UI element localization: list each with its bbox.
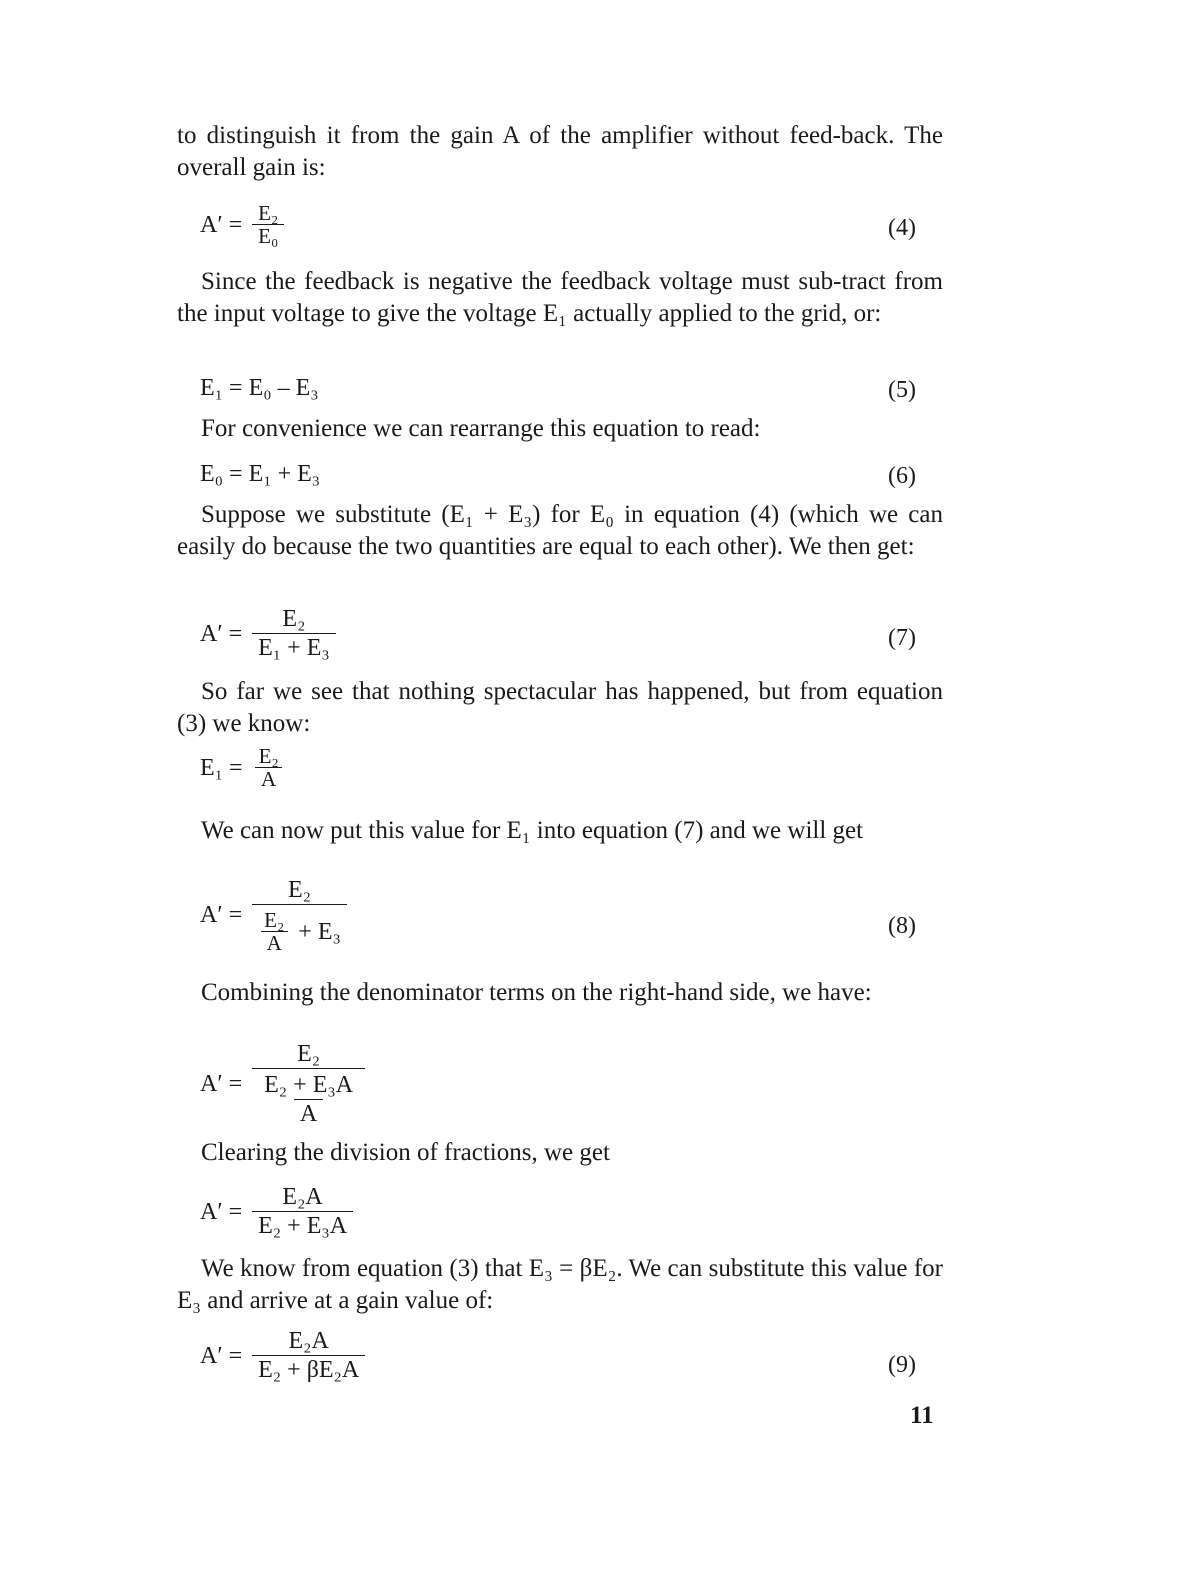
equation-combined-lhs: A′ = [200, 1071, 243, 1097]
equation-9-fraction [252, 1327, 365, 1384]
equation-9 [200, 1327, 365, 1384]
equation-9-denominator: E₂ + βE₂A [252, 1355, 365, 1384]
equation-5-text: E₁ = E₀ – E₃ [200, 375, 319, 401]
equation-4-lhs: A′ = [200, 211, 243, 238]
equation-combined-denominator [252, 1068, 365, 1128]
equation-4-fraction [252, 202, 284, 247]
equation-8-denominator [252, 904, 347, 954]
paragraph-7: Combining the denominator terms on the right-hand side, we have: [201, 979, 872, 1006]
paragraph-9: We know from equation (3) that E₃ = βE₂. We can substitute this value for E₃ and arrive at a gain value of: [177, 1255, 943, 1314]
equation-8-inner-denominator: A [261, 931, 288, 954]
equation-4-number: (4) [888, 215, 916, 241]
paragraph-2: Since the feedback is negative the feedback voltage must sub-tract from the input voltage to give the voltage E₁ actually applied to the grid, or: [177, 268, 943, 327]
equation-cleared-lhs: A′ = [200, 1198, 243, 1225]
equation-6-number: (6) [888, 463, 916, 489]
equation-9-number: (9) [888, 1352, 916, 1378]
equation-7-fraction [252, 605, 336, 662]
equation-combined-inner-fraction [258, 1071, 359, 1128]
equation-combined-fraction [252, 1040, 365, 1128]
paragraph-3: For convenience we can rearrange this equation to read: [201, 415, 761, 442]
equation-7-numerator: E₂ [282, 606, 306, 632]
equation-7-lhs: A′ = [200, 620, 243, 647]
equation-cleared-fraction [252, 1183, 353, 1240]
equation-cleared-numerator: E₂A [282, 1184, 323, 1210]
equation-7-number: (7) [888, 625, 916, 651]
equation-6-text: E₀ = E₁ + E₃ [200, 461, 321, 487]
equation-8-lhs: A′ = [200, 902, 243, 928]
equation-7-denominator: E₁ + E₃ [252, 633, 336, 662]
equation-8-denominator-rest: + E₃ [298, 918, 341, 945]
page-number: 11 [910, 1402, 934, 1429]
equation-4-denominator: E₀ [252, 224, 284, 247]
equation-4-numerator: E₂ [258, 201, 279, 225]
equation-cleared-denominator: E₂ + E₃A [252, 1211, 353, 1240]
equation-8-number: (8) [888, 913, 916, 939]
equation-cleared [200, 1183, 353, 1240]
equation-6 [200, 460, 320, 488]
equation-5-number: (5) [888, 377, 916, 403]
equation-4 [200, 202, 284, 247]
equation-combined-inner-numerator: E₂ + E₃A [264, 1072, 354, 1098]
equation-9-numerator: E₂A [288, 1328, 329, 1354]
equation-8-fraction [252, 876, 347, 954]
equation-combined-numerator: E₂ [297, 1041, 321, 1067]
paragraph-6: We can now put this value for E₁ into equation (7) and we will get [201, 817, 864, 844]
equation-e1 [200, 745, 285, 790]
equation-8-numerator: E₂ [287, 877, 311, 903]
equation-8 [200, 876, 347, 954]
paragraph-8: Clearing the division of fractions, we get [201, 1139, 610, 1166]
equation-8-inner-numerator: E₂ [264, 908, 285, 932]
equation-combined [200, 1040, 365, 1128]
equation-e1-lhs: E₁ = [200, 754, 243, 781]
paragraph-1: to distinguish it from the gain A of the amplifier without feed-back. The overall gain is: [177, 122, 943, 181]
equation-e1-numerator: E₂ [258, 744, 279, 768]
equation-e1-fraction [253, 745, 285, 790]
paragraph-4: Suppose we substitute (E₁ + E₃) for E₀ in equation (4) (which we can easily do because the two quantities are equal to each other). We then get: [177, 501, 943, 560]
equation-combined-inner-denominator: A [294, 1099, 323, 1128]
paragraph-5: So far we see that nothing spectacular has happened, but from equation (3) we know: [177, 678, 943, 737]
equation-9-lhs: A′ = [200, 1342, 243, 1369]
equation-e1-denominator: A [255, 767, 282, 790]
equation-8-inner-fraction [258, 909, 290, 954]
equation-5 [200, 374, 319, 402]
equation-7 [200, 605, 336, 662]
